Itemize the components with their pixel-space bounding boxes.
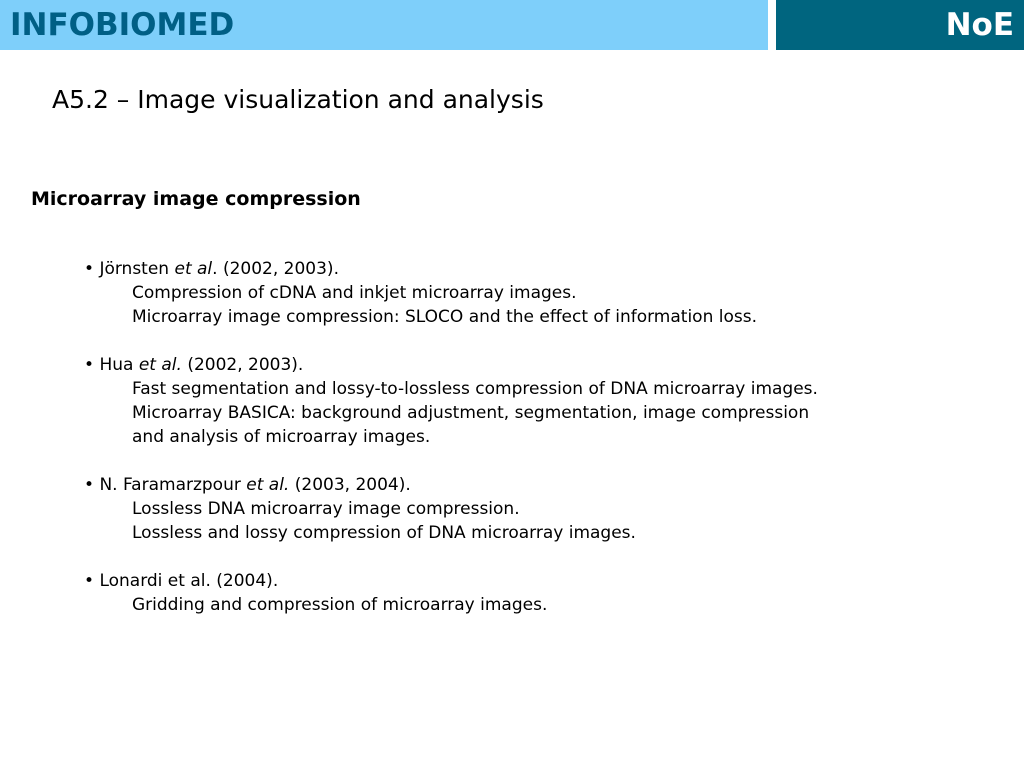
reference-title: Fast segmentation and lossy-to-lossless compression of DNA microarray images. (132, 379, 818, 399)
bullet: • (84, 475, 95, 495)
reference-etal: et al (174, 259, 213, 279)
bullet: • (84, 355, 95, 375)
reference-author: Jörnsten (99, 259, 170, 279)
reference-header (84, 569, 984, 593)
reference-header (84, 257, 984, 281)
reference-item (84, 569, 984, 617)
reference-etal: et al. (138, 355, 182, 375)
section-heading: Microarray image compression (31, 188, 361, 210)
reference-title: Gridding and compression of microarray images. (132, 595, 548, 615)
bullet: • (84, 259, 95, 279)
bullet: • (84, 571, 95, 591)
reference-item (84, 257, 984, 329)
reference-header (84, 353, 984, 377)
reference-etal: et al. (246, 475, 290, 495)
reference-title: Microarray image compression: SLOCO and the effect of information loss. (132, 307, 757, 327)
reference-years: (2002, 2003). (187, 355, 304, 375)
header-banner-right (776, 0, 1024, 50)
reference-title: Lossless DNA microarray image compression. (132, 499, 520, 519)
reference-item (84, 353, 984, 449)
reference-item (84, 473, 984, 545)
reference-author: N. Faramarzpour (99, 475, 241, 495)
reference-author: Lonardi et al. (2004). (99, 571, 279, 591)
header-banner-left (0, 0, 768, 50)
reference-header (84, 473, 984, 497)
slide-title: A5.2 – Image visualization and analysis (52, 85, 544, 114)
reference-years: (2003, 2004). (294, 475, 411, 495)
reference-title: and analysis of microarray images. (132, 427, 431, 447)
network-label: NoE (945, 7, 1014, 43)
reference-title: Microarray BASICA: background adjustment, segmentation, image compression (132, 403, 810, 423)
project-title: INFOBIOMED (10, 7, 235, 43)
reference-years: . (2002, 2003). (212, 259, 339, 279)
reference-list (84, 257, 984, 641)
reference-title: Compression of cDNA and inkjet microarray images. (132, 283, 577, 303)
reference-author: Hua (99, 355, 134, 375)
reference-title: Lossless and lossy compression of DNA microarray images. (132, 523, 636, 543)
